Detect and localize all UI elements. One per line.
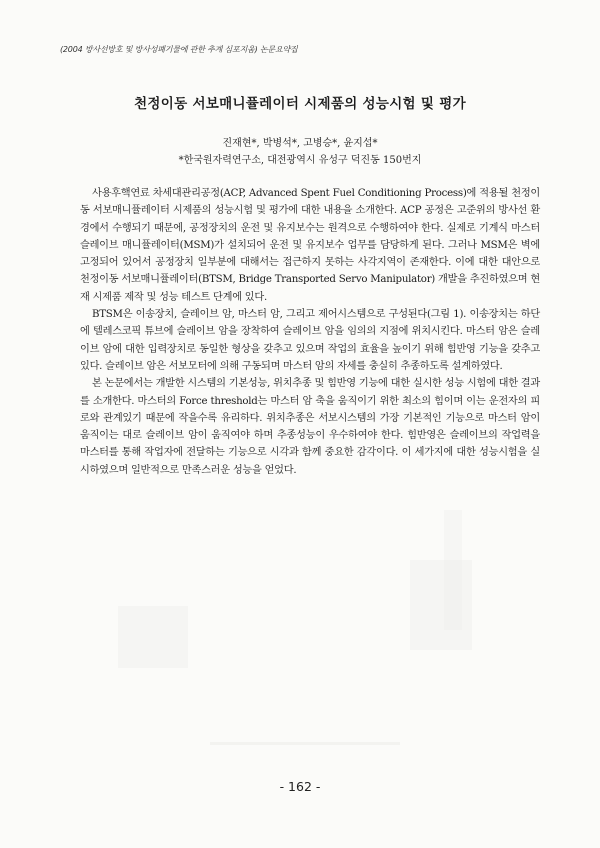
paragraph: BTSM은 이송장치, 슬레이브 암, 마스터 암, 그리고 제어시스템으로 구성된다(그림 1). 이송장치는 하단에 텔레스코픽 튜브에 슬레이브 암을 장착하여 슬레이브 암을 임의의 지점에 위치시킨다. 마스터 암은 슬레이브 암에 대한 입력장치로 동일한 형상을 갖추고 있으며 작업의 효율을 높이기 위해 힘반영 기능을 갖추고 있다. 슬레이브 암은 서보모터에 의해 구동되며 마스터 암의 자세를 충실히 추종하도록 설계하였다. <box>80 309 540 372</box>
abstract-body <box>80 185 540 479</box>
paragraph: 사용후핵연료 차세대관리공정(ACP, Advanced Spent Fuel Conditioning Process)에 적용될 천정이동 서보매니퓰레이터 시제품의 성능시험 및 평가에 대한 내용을 소개한다. ACP 공정은 고준위의 방사선 환경에서 수행되기 때문에, 공정장치의 운전 및 유지보수는 원격으로 수행하여야 한다. 실제로 기계식 마스터 슬레이브 매니퓰레이터(MSM)가 설치되어 운전 및 유지보수 업무를 담당하게 된다. 그러나 MSM은 벽에 고정되어 있어서 공정장치 일부분에 대해서는 접근하지 못하는 사각지역이 존재한다. 이에 대한 대안으로 천정이동 서보매니퓰레이터(BTSM, Bridge Transported Servo Manipulator) 개발을 추진하였으며 현재 시제품 제작 및 성능 테스트 단계에 있다. <box>80 188 540 303</box>
show-through-figure <box>118 606 188 668</box>
show-through-figure <box>410 560 472 650</box>
running-header: (2004 방사선방호 및 방사성폐기물에 관한 추계 심포지움) 논문요약집 <box>60 45 298 54</box>
show-through-figure <box>444 510 462 630</box>
affiliation: *한국원자력연구소, 대전광역시 유성구 덕진동 150번지 <box>178 155 422 166</box>
show-through-caption <box>210 742 400 745</box>
paragraph: 본 논문에서는 개발한 시스템의 기본성능, 위치추종 및 힘반영 기능에 대한 실시한 성능 시험에 대한 결과를 소개한다. 마스터의 Force threshold는 마스터 암 축을 움직이기 위한 최소의 힘이며 이는 운전자의 피로와 관계있기 때문에 작을수록 유리하다. 위치추종은 서보시스템의 가장 기본적인 기능으로 마스터 암이 움직이는 대로 슬레이브 암이 움직여야 하며 추종성능이 우수하여야 한다. 힘반영은 슬레이브의 작업력을 마스터를 통해 작업자에 전달하는 기능으로 시각과 함께 중요한 감각이다. 이 세가지에 대한 성능시험을 실시하였으며 일반적으로 만족스러운 성능을 얻었다. <box>80 378 540 476</box>
paper-title: 천정이동 서보매니퓰레이터 시제품의 성능시험 및 평가 <box>134 96 466 112</box>
author-list: 진재현*, 박병석*, 고병승*, 윤지섭* <box>222 138 378 149</box>
page-number: - 162 - <box>279 779 321 794</box>
